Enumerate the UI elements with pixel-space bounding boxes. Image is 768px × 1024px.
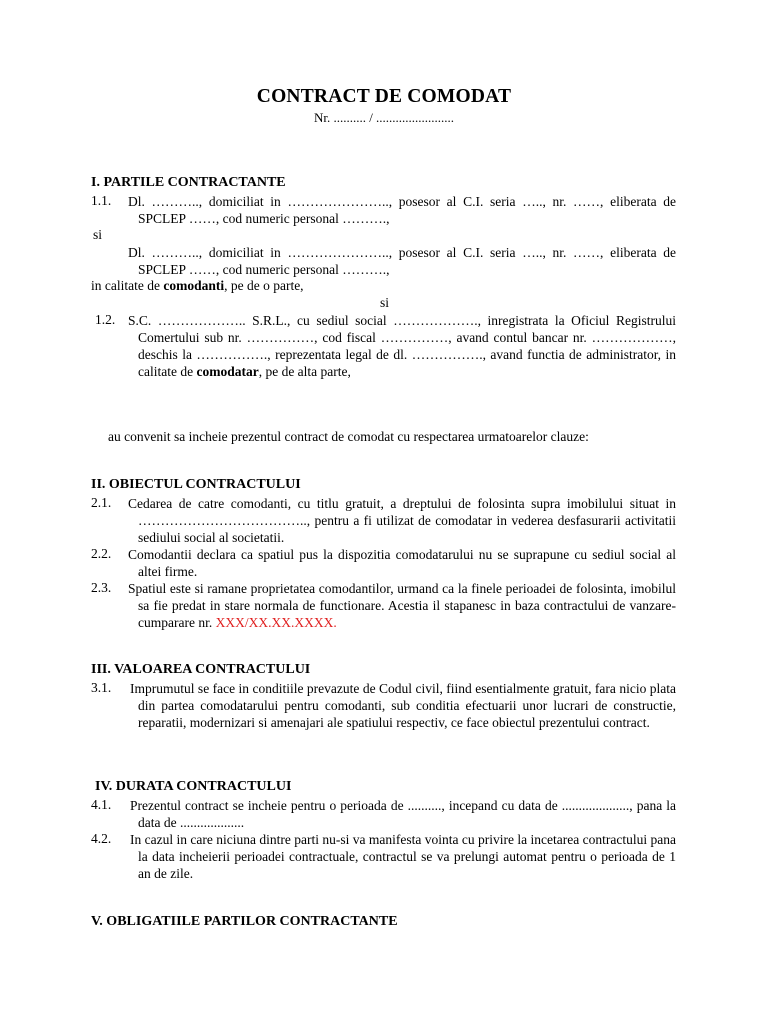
clause-3-1-text: Imprumutul se face in conditiile prevazute de Codul civil, fiind esentialmente gratuit, fara nicio plata din partea comodatarului pentru comodanti, sub conditia efectuarii unor lucrari de constructie, reparatii, modernizari si amenajari ale spatiului respectiv, ce face obiectul prezentului contract. xyxy=(130,681,676,730)
section-heading-object: II. OBIECTUL CONTRACTULUI xyxy=(91,477,301,492)
comodanti-line: in calitate de comodanti, pe de o parte, xyxy=(91,278,304,293)
clause-2-3-text: Spatiul este si ramane proprietatea comodantilor, urmand ca la finele perioadei de folosinta, imobilul sa fie predat in stare normala de functionare. Acestia il stapanesc in baza contractului de vanzare-cumparare nr. XXX/XX.XX.XXXX. xyxy=(128,581,676,630)
clause-number: 4.1. xyxy=(91,797,112,812)
contract-reference: XXX/XX.XX.XXXX. xyxy=(215,615,337,630)
clause-1-2-text: S.C. ……………….. S.R.L., cu sediul social ………………., inregistrata la Oficiul Registrului Comertului sub nr. ……………, cod fiscal ……………, avand contul bancar nr. ………………, deschis la ……………., reprezentata legal de dl. ……………., avand functia de administrator, in calitate de comodatar, pe de alta parte, xyxy=(128,313,676,379)
clause-number: 1.2. xyxy=(95,312,116,327)
clause-1-1-text: Dl. ……….., domiciliat in ………………….., posesor al C.I. seria ….., nr. ……, eliberata de SPCLEP ……, cod numeric personal ………., xyxy=(128,194,676,226)
clause-number: 2.2. xyxy=(91,546,112,561)
clause-2-2-text: Comodantii declara ca spatiul pus la dispozitia comodatarului nu se suprapune cu sediul social al altei firme. xyxy=(128,547,676,579)
clause-number: 4.2. xyxy=(91,831,112,846)
conjunction-si: si xyxy=(93,227,103,242)
clause-number: 2.3. xyxy=(91,580,112,595)
section-heading-parties: I. PARTILE CONTRACTANTE xyxy=(91,175,286,190)
document-number: Nr. .......... / ........................ xyxy=(313,110,455,125)
party-2-text: Dl. ……….., domiciliat in ………………….., posesor al C.I. seria ….., nr. ……, eliberata de SPCLEP ……, cod numeric personal ………., xyxy=(128,245,676,277)
clause-number: 3.1. xyxy=(91,680,112,695)
section-heading-value: III. VALOAREA CONTRACTULUI xyxy=(91,662,311,677)
agreement-statement: au convenit sa incheie prezentul contract de comodat cu respectarea urmatoarelor clauze: xyxy=(108,429,589,444)
clause-4-2-text: In cazul in care niciuna dintre parti nu-si va manifesta vointa cu privire la incetarea contractului pana la data incheierii perioadei contractuale, contractul se va prelungi automat pentru o perioada de 1 an de zile. xyxy=(130,832,676,881)
clause-number: 1.1. xyxy=(91,193,112,208)
clause-4-1-text: Prezentul contract se incheie pentru o perioada de .........., incepand cu data de ...................., pana la data de ................... xyxy=(130,798,676,830)
document-title: CONTRACT DE COMODAT xyxy=(256,86,512,107)
section-heading-duration: IV. DURATA CONTRACTULUI xyxy=(95,779,292,794)
section-heading-obligations: V. OBLIGATIILE PARTILOR CONTRACTANTE xyxy=(91,914,398,929)
clause-number: 2.1. xyxy=(91,495,112,510)
conjunction-si: si xyxy=(380,295,390,310)
clause-2-1-text: Cedarea de catre comodanti, cu titlu gratuit, a dreptului de folosinta supra imobilului situat in ……………………………….., pentru a fi utilizat de comodatar in vederea desfasurarii activitatii sediului social al societatii. xyxy=(128,496,676,545)
